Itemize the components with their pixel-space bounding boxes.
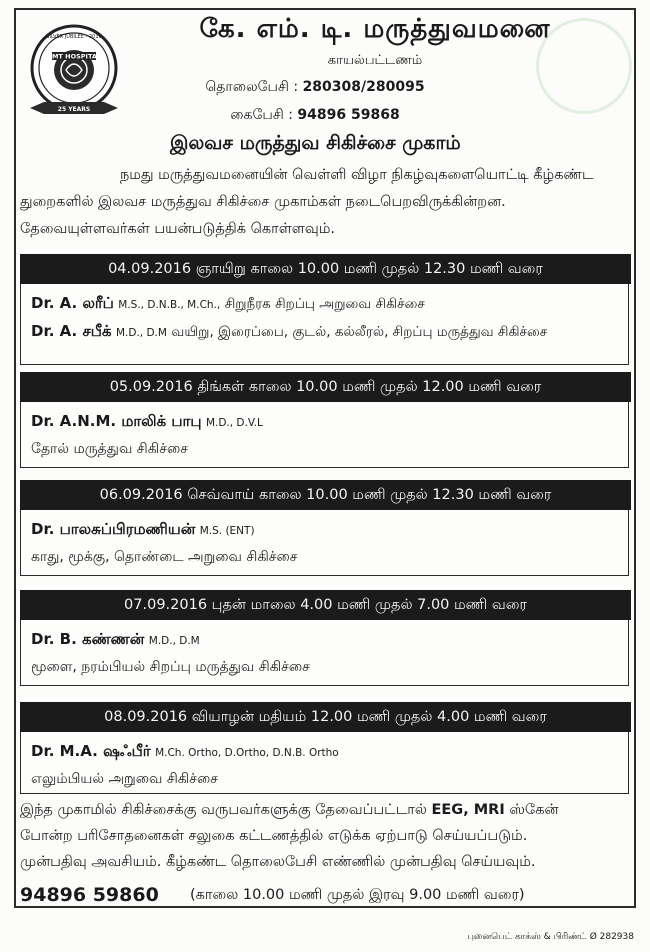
landline-number: 280308/280095 [302, 79, 425, 95]
doctor-specialty: மூளை, நரம்பியல் சிறப்பு மருத்துவ சிகிச்சை [31, 659, 310, 675]
schedule-date-bar: 05.09.2016 திங்கள் காலை 10.00 மணி முதல் 12.00 மணி வரை [20, 372, 631, 402]
doctor-entry [31, 516, 618, 544]
doctor-specialty: காது, மூக்கு, தொண்டை அறுவை சிகிச்சை [31, 549, 298, 565]
schedule-date-bar: 07.09.2016 புதன் மாலை 4.00 மணி முதல் 7.00 மணி வரை [20, 590, 631, 620]
doctor-entry [31, 318, 618, 346]
doctor-entry [31, 408, 618, 436]
schedule-doctor-box [20, 284, 629, 365]
scan-types: EEG, MRI [431, 802, 505, 818]
hospital-header [140, 12, 610, 125]
doctor-name: Dr. M.A. ஷஃபீர் [31, 742, 151, 760]
intro-line-2: துறைகளில் இலவச மருத்துவ சிகிச்சை முகாம்கள் நடைபெறவிருக்கின்றன. [20, 194, 506, 210]
footer-line-3: முன்பதிவு அவசியம். கீழ்கண்ட தொலைபேசி எண்ணில் முன்பதிவு செய்யவும். [20, 854, 536, 870]
mobile-line [80, 107, 550, 125]
doctor-name: Dr. A.N.M. மாலிக் பாபு [31, 412, 202, 430]
footer-scan-word: ஸ்கேன் [509, 802, 559, 818]
svg-text:25 YEARS: 25 YEARS [57, 106, 91, 113]
landline-line [80, 79, 550, 97]
doctor-degree: M.D., D.V.L [205, 417, 263, 429]
landline-label: தொலைபேசி : [205, 79, 299, 95]
mobile-label: கைபேசி : [230, 107, 293, 123]
printer-credit: புனைபெட் காக்ஸ் & பிரிண்ட் Ø 282938 [467, 932, 634, 942]
doctor-degree: M.D., D.M [148, 635, 200, 647]
doctor-entry [31, 290, 618, 318]
doctor-degree: M.S., D.N.B., M.Ch., [118, 299, 221, 311]
doctor-name: Dr. B. கண்ணன் [31, 630, 145, 648]
doctor-degree: M.D., D.M [115, 327, 167, 339]
doctor-specialty: சிறுநீரக சிறப்பு அறுவை சிகிச்சை [224, 296, 425, 312]
booking-hours: (காலை 10.00 மணி முதல் இரவு 9.00 மணி வரை) [190, 887, 525, 903]
footer-line-1: இந்த முகாமில் சிகிச்சைக்கு வருபவர்களுக்கு தேவைப்பட்டால் [20, 802, 427, 818]
mobile-number: 94896 59868 [297, 107, 400, 123]
schedule-doctor-box [20, 620, 629, 686]
doctor-degree: M.S. (ENT) [199, 525, 255, 537]
doctor-name: Dr. பாலசுப்பிரமணியன் [31, 520, 196, 538]
hospital-place: காயல்பட்டணம் [327, 53, 423, 68]
intro-line-1: நமது மருத்துவமனையின் வெள்ளி விழா நிகழ்வுகளையொட்டி கீழ்கண்ட [120, 167, 594, 183]
footer-paragraph [20, 797, 632, 875]
doctor-entry [31, 738, 618, 766]
doctor-name: Dr. A. சபீக் [31, 322, 112, 340]
doctor-degree: M.Ch. Ortho, D.Ortho, D.N.B. Ortho [155, 747, 339, 759]
schedule-doctor-box [20, 510, 629, 576]
camp-title: இலவச மருத்துவ சிகிச்சை முகாம் [170, 132, 461, 154]
doctor-entry [31, 626, 618, 654]
doctor-specialty: தோல் மருத்துவ சிகிச்சை [31, 441, 188, 457]
schedule-date-bar: 08.09.2016 வியாழன் மதியம் 12.00 மணி முதல் 4.00 மணி வரை [20, 702, 631, 732]
svg-text:KMT HOSPITAL: KMT HOSPITAL [46, 52, 102, 61]
svg-text:SILVER JUBILEE - 2016: SILVER JUBILEE - 2016 [46, 34, 102, 40]
doctor-name: Dr. A. லரீப் [31, 294, 114, 312]
schedule-date-bar: 04.09.2016 ஞாயிறு காலை 10.00 மணி முதல் 12.30 மணி வரை [20, 254, 631, 284]
doctor-specialty: வயிறு, இரைப்பை, குடல், கல்லீரல், சிறப்பு மருத்துவ சிகிச்சை [171, 324, 548, 340]
intro-line-3: தேவையுள்ளவர்கள் பயன்படுத்திக் கொள்ளவும். [20, 221, 336, 237]
intro-paragraph [20, 162, 632, 243]
doctor-specialty: எலும்பியல் அறுவை சிகிச்சை [31, 771, 219, 787]
schedule-doctor-box [20, 402, 629, 468]
booking-phone: 94896 59860 [20, 884, 159, 906]
hospital-name: கே. எம். டி. மருத்துவமனை [199, 14, 551, 44]
footer-line-2: போன்ற பரிசோதனைகள் சலுகை கட்டணத்தில் எடுக்க ஏற்பாடு செய்யப்படும். [20, 828, 528, 844]
schedule-date-bar: 06.09.2016 செவ்வாய் காலை 10.00 மணி முதல் 12.30 மணி வரை [20, 480, 631, 510]
schedule-doctor-box [20, 732, 629, 794]
